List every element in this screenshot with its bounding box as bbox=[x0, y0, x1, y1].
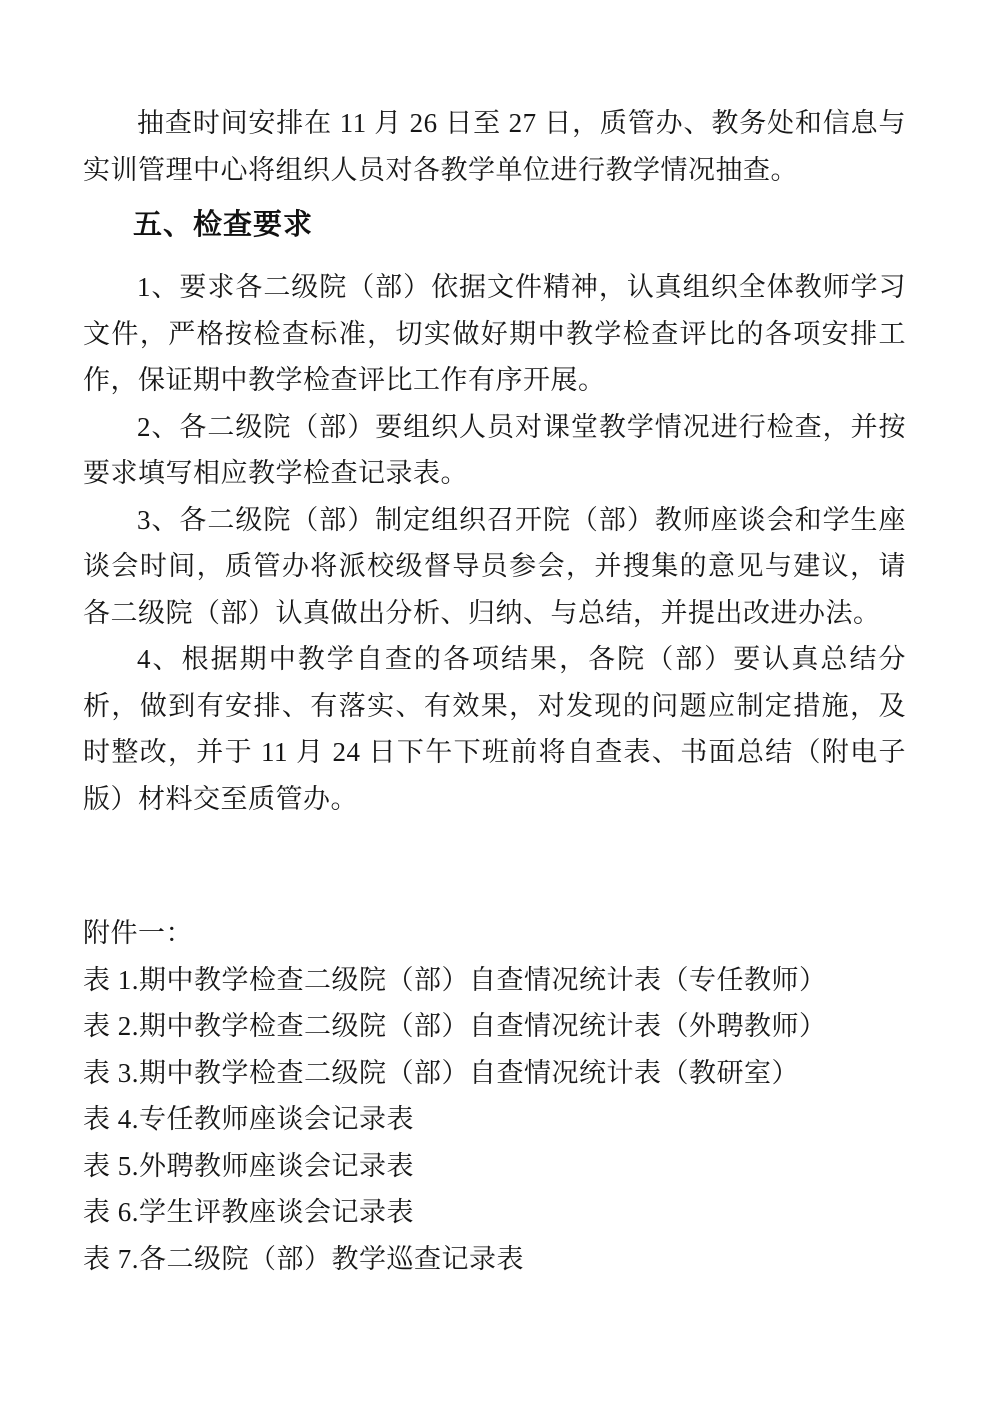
requirement-paragraph-2: 2、各二级院（部）要组织人员对课堂教学情况进行检查，并按要求填写相应教学检查记录表。 bbox=[83, 411, 906, 488]
section-heading-inspection-requirements: 五、检查要求 bbox=[133, 209, 314, 241]
attachment-item-table-2: 表 2.期中教学检查二级院（部）自查情况统计表（外聘教师） bbox=[83, 1011, 827, 1041]
requirement-paragraph-4: 4、根据期中教学自查的各项结果，各院（部）要认真总结分析，做到有安排、有落实、有效果，对发现的问题应制定措施，及时整改，并于 11 月 24 日下午下班前将自查表、书面总结（附电子版）材料交至质管办。 bbox=[83, 644, 906, 814]
requirement-paragraph-1: 1、要求各二级院（部）依据文件精神，认真组织全体教师学习文件，严格按检查标准，切实做好期中教学检查评比的各项安排工作，保证期中教学检查评比工作有序开展。 bbox=[83, 272, 906, 395]
intro-paragraph: 抽查时间安排在 11 月 26 日至 27 日，质管办、教务处和信息与实训管理中心将组织人员对各教学单位进行教学情况抽查。 bbox=[83, 108, 906, 185]
attachment-item-table-1: 表 1.期中教学检查二级院（部）自查情况统计表（专任教师） bbox=[83, 964, 827, 995]
blank-gap bbox=[83, 822, 906, 910]
attachment-item-table-6: 表 6.学生评教座谈会记录表 bbox=[83, 1197, 414, 1227]
attachment-item-table-7: 表 7.各二级院（部）教学巡查记录表 bbox=[83, 1243, 524, 1274]
requirement-paragraph-3: 3、各二级院（部）制定组织召开院（部）教师座谈会和学生座谈会时间，质管办将派校级督导员参会，并搜集的意见与建议，请各二级院（部）认真做出分析、归纳、与总结，并提出改进办法。 bbox=[83, 504, 906, 628]
attachment-item-table-3: 表 3.期中教学检查二级院（部）自查情况统计表（教研室） bbox=[83, 1057, 799, 1088]
attachment-item-table-4: 表 4.专任教师座谈会记录表 bbox=[83, 1104, 414, 1134]
attachment-section-title: 附件一： bbox=[83, 918, 193, 948]
attachment-item-table-5: 表 5.外聘教师座谈会记录表 bbox=[83, 1150, 414, 1181]
